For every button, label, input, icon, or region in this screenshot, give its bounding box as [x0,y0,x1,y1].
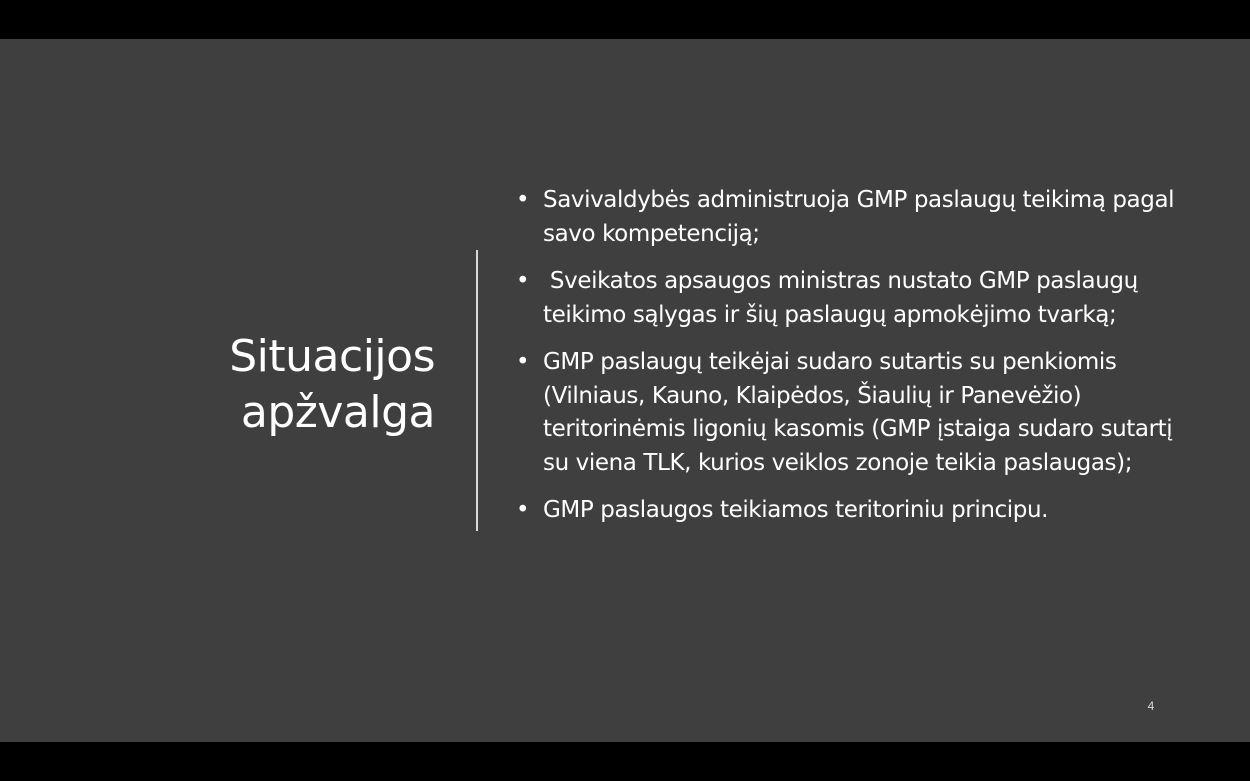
bullet-text-1: Savivaldybės administruoja GMP paslaugų teikimą pagal savo kompetenciją; [543,187,1175,247]
bullet-item-2 [516,265,1176,332]
bullet-item-1 [516,184,1176,251]
slide-title-line-1: Situacijos [229,331,435,382]
slide-title [120,329,435,441]
bullet-item-4 [516,494,1176,528]
bullet-item-3 [516,346,1176,480]
bullet-text-2: Sveikatos apsaugos ministras nustato GMP paslaugų teikimo sąlygas ir šių paslaugų apmokėjimo tvarką; [543,268,1145,328]
slide [0,39,1250,742]
bullet-dot-icon: • [516,497,530,523]
bullet-dot-icon: • [516,187,530,213]
letterbox-bottom [0,742,1250,781]
slide-title-line-2: apžvalga [240,387,435,438]
bullet-dot-icon: • [516,349,530,375]
bullet-dot-icon: • [516,268,530,294]
bullet-text-4: GMP paslaugos teikiamos teritoriniu principu. [543,497,1049,523]
bullet-text-3: GMP paslaugų teikėjai sudaro sutartis su penkiomis (Vilniaus, Kauno, Klaipėdos, Šiaulių ir Panevėžio) teritorinėmis ligonių kasomis (GMP įstaiga sudaro sutartį su viena TLK, kurios veiklos zonoje teikia paslaugas); [543,349,1173,476]
slide-number: 4 [1147,699,1155,713]
letterbox-top [0,0,1250,39]
bullet-list [516,184,1176,542]
vertical-divider [476,250,478,531]
